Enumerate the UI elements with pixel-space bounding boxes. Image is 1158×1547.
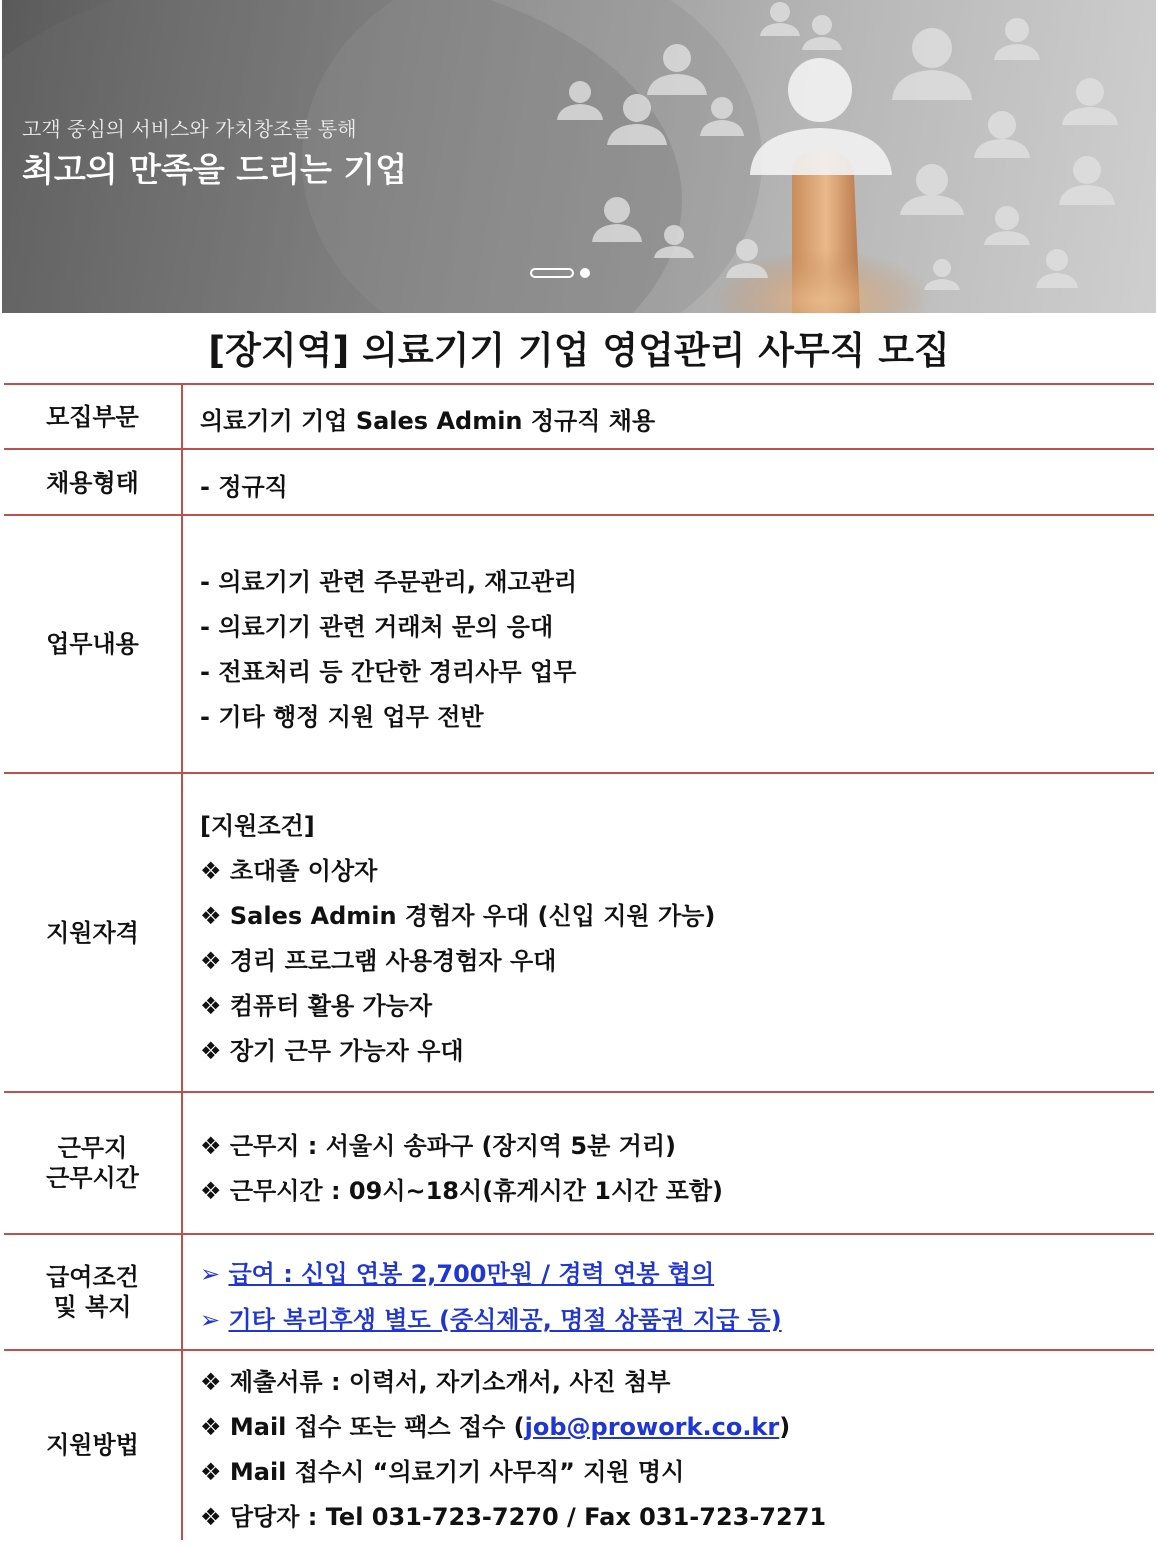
carousel-indicator-active[interactable] [530,268,574,278]
apply-label: 지원방법 [46,1431,139,1459]
recruit-field-label: 모집부문 [46,403,139,431]
duties-item: - 의료기기 관련 주문관리, 재고관리 [200,568,578,596]
qualifications-heading: [지원조건] [200,812,315,840]
recruit-field-value: 의료기기 기업 Sales Admin 정규직 채용 [200,407,656,435]
employment-type-value: - 정규직 [200,473,288,501]
large-person-icon [750,58,892,175]
arrow-bullet-icon: ➢ [200,1306,221,1334]
location-item: ❖ 근무지 : 서울시 송파구 (장지역 5분 거리) [200,1132,676,1160]
table-rule [4,514,1154,516]
apply-item: ❖ Mail 접수시 “의료기기 사무직” 지원 명시 [200,1458,685,1486]
qualifications-item: ❖ 경리 프로그램 사용경험자 우대 [200,947,557,975]
table-rule [4,772,1154,774]
table-rule [4,383,1154,385]
arrow-bullet-icon: ➢ [200,1260,221,1288]
location-label-line1: 근무지 [57,1134,128,1162]
location-label-line2: 근무시간 [46,1164,139,1192]
location-item: ❖ 근무시간 : 09시~18시(휴게시간 1시간 포함) [200,1177,724,1205]
table-rule [4,448,1154,450]
table-rule [4,1091,1154,1093]
qualifications-label: 지원자격 [46,919,139,947]
apply-item: ❖ 제출서류 : 이력서, 자기소개서, 사진 첨부 [200,1368,671,1396]
table-column-divider [181,384,183,1540]
page-title: [장지역] 의료기기 기업 영업관리 사무직 모집 [208,329,950,372]
salary-item [200,1259,714,1289]
duties-item: - 의료기기 관련 거래처 문의 응대 [200,613,554,641]
banner-headline: 최고의 만족을 드리는 기업 [22,150,408,189]
duties-item: - 기타 행정 지원 업무 전반 [200,703,484,731]
table-rule [4,1349,1154,1351]
salary-label-line1: 급여조건 [46,1263,139,1291]
qualifications-item: ❖ Sales Admin 경험자 우대 (신입 지원 가능) [200,902,716,930]
salary-link[interactable]: 급여 : 신입 연봉 2,700만원 / 경력 연봉 협의 [228,1260,715,1288]
benefits-item [200,1305,782,1335]
apply-mail-suffix: ) [779,1413,791,1441]
benefits-link[interactable]: 기타 복리후생 별도 (중식제공, 명절 상품권 지급 등) [228,1306,782,1334]
email-link[interactable]: job@prowork.co.kr [524,1413,780,1441]
salary-label-line2: 및 복지 [53,1293,132,1321]
apply-mail-prefix: ❖ Mail 접수 또는 팩스 접수 ( [200,1413,525,1441]
qualifications-item: ❖ 컴퓨터 활용 가능자 [200,992,433,1020]
apply-item [200,1412,790,1442]
hero-banner [2,0,1156,313]
banner-subtitle: 고객 중심의 서비스와 가치창조를 통해 [22,117,357,141]
table-rule [4,1233,1154,1235]
qualifications-item: ❖ 장기 근무 가능자 우대 [200,1037,464,1065]
apply-contact: ❖ 담당자 : Tel 031-723-7270 / Fax 031-723-7271 [200,1503,827,1531]
carousel-indicator-dot[interactable] [580,268,590,278]
qualifications-item: ❖ 초대졸 이상자 [200,857,378,885]
employment-type-label: 채용형태 [46,469,139,497]
duties-label: 업무내용 [46,630,139,658]
duties-item: - 전표처리 등 간단한 경리사무 업무 [200,658,577,686]
